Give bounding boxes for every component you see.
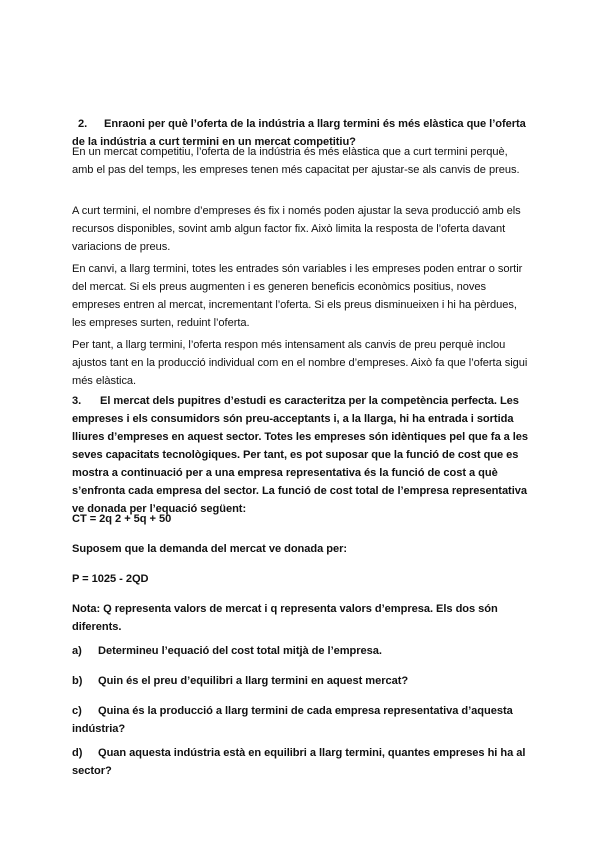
- answer-2-paragraph-1: En un mercat competitiu, l’oferta de la indústria és més elàstica que a curt termini perquè, amb el pas del temps, les empreses tenen més capacitat per ajustar-se als canvis de preus.: [72, 146, 520, 176]
- sub-question-text: Determineu l’equació del cost total mitjà de l’empresa.: [98, 645, 382, 657]
- answer-2-paragraph-3: En canvi, a llarg termini, totes les entrades són variables i les empreses poden entrar o sortir del mercat. Si els preus augmenten i es generen beneficis econòmics positius, noves empreses entren al mercat, incrementant l’oferta. Si els preus disminueixen i hi ha pèrdues, les empreses surten, reduint l’oferta.: [72, 263, 523, 329]
- demand-intro: Suposem que la demanda del mercat ve donada per:: [72, 543, 348, 555]
- demand-equation: P = 1025 - 2QD: [72, 573, 149, 585]
- sub-question-label: a): [72, 645, 82, 657]
- sub-question-text: Quin és el preu d’equilibri a llarg termini en aquest mercat?: [98, 675, 409, 687]
- answer-2-paragraph-2: A curt termini, el nombre d’empreses és fix i només poden ajustar la seva producció amb els recursos disponibles, sovint amb algun factor fix. Això limita la resposta de l’oferta davant variacions de preus.: [72, 205, 521, 253]
- question-3-text: El mercat dels pupitres d’estudi es caracteritza per la competència perfecta. Les empreses i els consumidors són preu-acceptants i, a la llarga, hi ha entrada i sortida lliures d’empreses en aquest sector. Totes les empreses són idèntiques pel que fa a les seves capacitats tecnològiques. Per tant, es pot suposar que la funció de cost que es mostra a continuació per a una empresa representativa és la funció de cost a què s’enfronta cada empresa del sector. La funció de cost total de l’empresa representativa ve donada per l’equació següent:: [72, 395, 529, 515]
- sub-question-label: d): [72, 747, 83, 759]
- question-2-number: 2.: [78, 118, 88, 130]
- sub-question-b: [72, 672, 532, 690]
- sub-question-d: [72, 744, 532, 780]
- sub-question-a: [72, 642, 532, 660]
- question-3-number: 3.: [72, 395, 82, 407]
- sub-question-label: b): [72, 675, 83, 687]
- answer-2-paragraph-4: Per tant, a llarg termini, l’oferta respon més intensament als canvis de preu perquè inclou ajustos tant en la producció individual com en el nombre d’empreses. Això fa que l’oferta sigui més elàstica.: [72, 339, 528, 387]
- note: Nota: Q representa valors de mercat i q representa valors d’empresa. Els dos són diferents.: [72, 603, 498, 633]
- sub-question-text: Quan aquesta indústria està en equilibri a llarg termini, quantes empreses hi ha al sector?: [72, 747, 526, 777]
- question-3-intro: [72, 392, 532, 518]
- sub-question-text: Quina és la producció a llarg termini de cada empresa representativa d’aquesta indústria?: [72, 705, 513, 735]
- sub-question-c: [72, 702, 532, 738]
- sub-question-label: c): [72, 705, 82, 717]
- question-2-text: Enraoni per què l’oferta de la indústria a llarg termini és més elàstica que l’oferta de la indústria a curt termini en un mercat competitiu?: [72, 118, 526, 148]
- cost-equation: CT = 2q 2 + 5q + 50: [72, 513, 172, 525]
